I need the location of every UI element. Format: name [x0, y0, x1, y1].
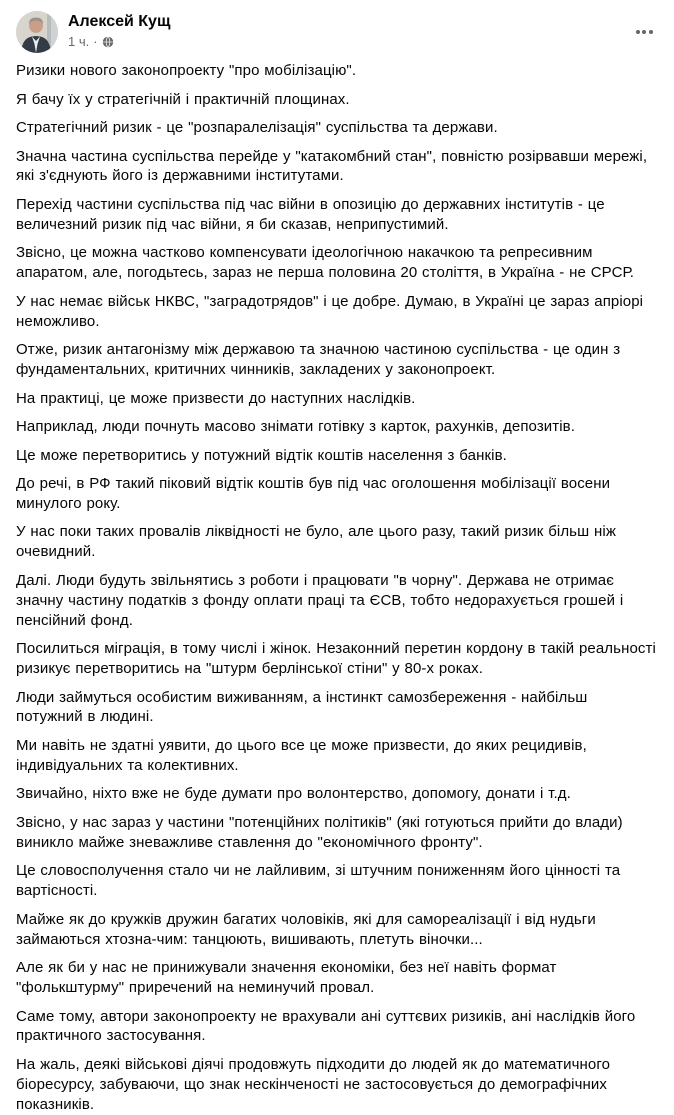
post-paragraph: Але як би у нас не принижували значення економіки, без неї навіть формат "фолькштурму" приречений на неминучий провал.: [16, 959, 557, 996]
post-timestamp[interactable]: 1 ч.: [68, 34, 90, 49]
post-paragraph: На жаль, деякі військові діячі продовжуть підходити до людей як до математичного біоресурсу, забуваючи, що знак нескінченості не застосовується до демографічних показників.: [16, 1055, 611, 1113]
post-menu-button[interactable]: [626, 18, 662, 46]
post-paragraph: Звичайно, ніхто вже не буде думати про волонтерство, допомогу, донати і т.д.: [16, 785, 571, 803]
post-meta: [68, 34, 170, 50]
post-paragraph: Посилиться міграція, в тому числі і жінок. Незаконний перетин кордону в такій реальності ризикує перетворитись на "штурм берлінської стіни" у 80-х роках.: [16, 640, 656, 678]
avatar-image: [16, 11, 58, 53]
post-paragraph: До речі, в РФ такий піковий відтік коштів був під час оголошення мобілізації восени минулого року.: [16, 475, 611, 512]
post-paragraph: На практиці, це може призвести до наступних наслідків.: [16, 389, 416, 407]
post-paragraph: Отже, ризик антагонізму між державою та значною частиною суспільства - це один з фундаментальних, критичних чинників, закладених у законопроект.: [16, 341, 621, 379]
post-header-info: [68, 11, 170, 50]
ellipsis-icon: [649, 30, 653, 34]
post-paragraph: Люди займуться особистим виживанням, а інстинкт самозбереження - найбільш потужний в людині.: [16, 688, 588, 726]
post-paragraph: Ризики нового законопроекту "про мобілізацію".: [16, 62, 357, 79]
post-paragraph: У нас немає військ НКВС, "заградотрядов" і це добре. Думаю, в Україні це зараз апріорі неможливо.: [16, 292, 644, 330]
post-paragraph: Звісно, це можна частково компенсувати ідеологічною накачкою та репресивним апаратом, але, погодьтесь, зараз не перша половина 20 століття, в Україна - не СРСР.: [16, 244, 635, 282]
post-paragraph: Значна частина суспільства перейде у "катакомбний стан", повністю розірвавши мережі, які з'єднують його із державними інститутами.: [16, 147, 648, 185]
post-paragraph: Саме тому, автори законопроекту не врахували ані суттєвих ризиків, ані наслідків його практичного застосування.: [16, 1007, 636, 1045]
author-name[interactable]: Алексей Кущ: [68, 13, 171, 30]
ellipsis-icon: [642, 30, 646, 34]
post-paragraph: Майже як до кружків дружин багатих чоловіків, які для самореалізації і від нудьги займаються хтозна-чим: танцюють, вишивають, плетуть віночки...: [16, 910, 596, 948]
post-paragraph: У нас поки таких провалів ліквідності не було, але цього разу, такий ризик більш ніж очевидний.: [16, 523, 616, 561]
post-paragraph: Це словосполучення стало чи не лайливим, зі штучним пониженням його цінності та вартісності.: [16, 862, 621, 900]
globe-icon: [102, 36, 114, 48]
post-paragraph: Ми навіть не здатні уявити, до цього все це може призвести, до яких рецидивів, індивідуальних та колективних.: [16, 736, 587, 774]
meta-separator: ·: [93, 34, 98, 49]
ellipsis-icon: [636, 30, 640, 34]
post-paragraph: Далі. Люди будуть звільнятись з роботи і працювати "в чорну". Держава не отримає значну частину податків з фонду оплати праці та ЄСВ, тобто недорахується грошей і пенсійний фонд.: [16, 571, 624, 629]
post-paragraph: Перехід частини суспільства під час війни в опозицію до державних інститутів - це величезний ризик під час війни, я би сказав, неприпустимий.: [16, 195, 605, 233]
post-paragraph: Стратегічний ризик - це "розпаралелізація" суспільства та держави.: [16, 119, 498, 136]
author-avatar[interactable]: [16, 11, 58, 53]
post-paragraph: Наприклад, люди почнуть масово знімати готівку з карток, рахунків, депозитів.: [16, 418, 576, 436]
post-paragraph: Звісно, у нас зараз у частини "потенційних політиків" (які готуються прийти до влади) виникло майже зневажливе ставлення до "економічного фронту".: [16, 813, 623, 851]
post-header: [16, 0, 658, 52]
post-paragraph: Я бачу їх у стратегічній і практичній площинах.: [16, 90, 350, 108]
post-body: [16, 61, 658, 1115]
post-paragraph: Це може перетворитись у потужний відтік коштів населення з банків.: [16, 446, 507, 464]
